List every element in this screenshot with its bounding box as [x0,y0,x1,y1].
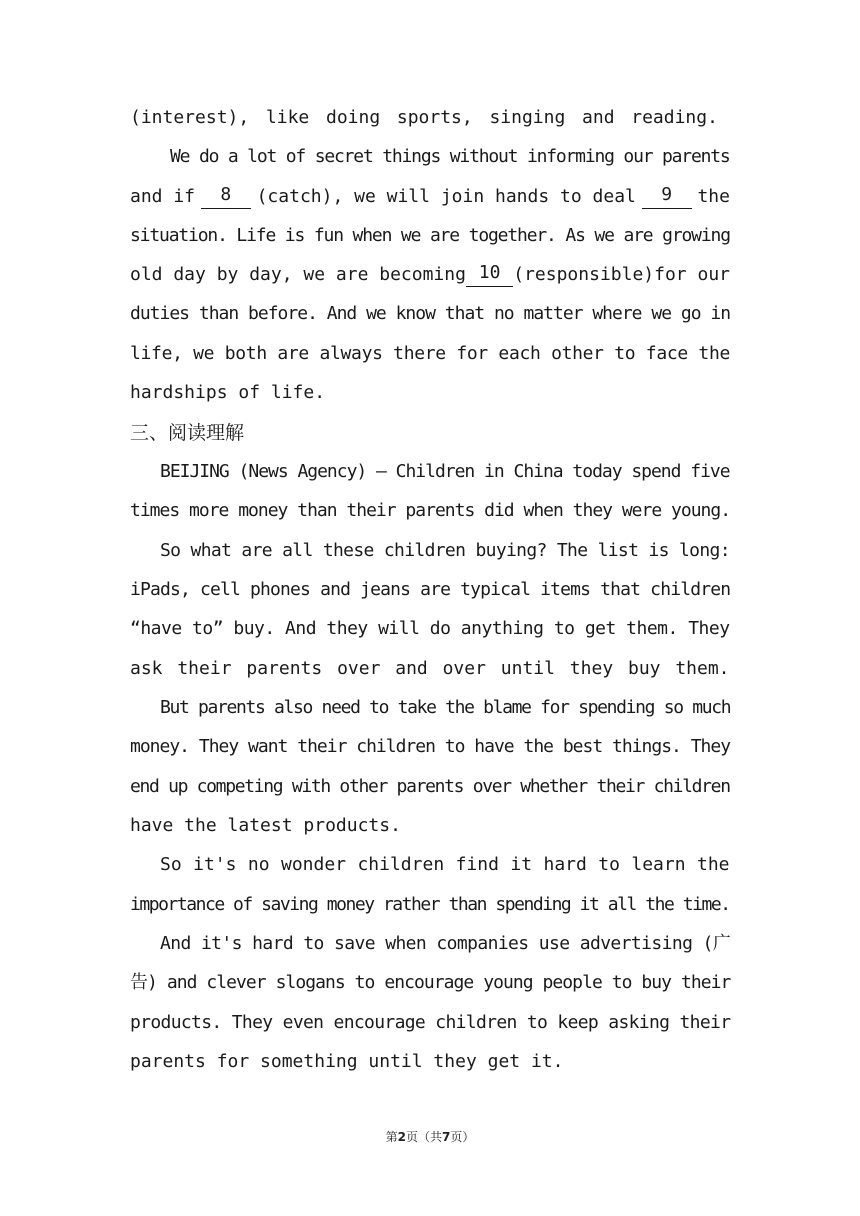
text-line [130,814,730,838]
text: ask their parents over and over until they buy them. [130,658,730,679]
text-line [130,932,730,956]
page-footer [0,1128,860,1145]
text-line [130,971,730,995]
text: (interest), like doing sports, singing and reading. [130,107,718,128]
text: iPads, cell phones and jeans are typical items that children [130,579,731,600]
text: duties than before. And we know that no matter where we go in [130,303,731,324]
footer-suffix: 页） [450,1130,475,1144]
text: (responsible)for our [513,264,730,285]
text: times more money than their parents did when they were young. [130,500,731,521]
text: 告) and clever slogans to encourage young people to buy their [130,972,731,993]
text: the [697,186,730,207]
text: and if [130,186,196,207]
text: situation. Life is fun when we are together. As we are growing [130,225,730,246]
section-heading: 三、阅读理解 [130,422,245,444]
footer-middle: 页（共 [405,1130,442,1144]
text-line [130,342,730,366]
text-line [130,460,730,484]
text: parents for something until they get it. [130,1051,564,1072]
text: So what are all these children buying? The list is long: [160,540,730,561]
text-line [130,735,730,759]
text-line [130,657,730,681]
text: hardships of life. [130,382,326,403]
text-line [130,302,730,326]
text: We do a lot of secret things without informing our parents [170,146,730,167]
text-line [130,263,730,287]
text-line [130,499,730,523]
text-line [130,1050,730,1074]
text-line [130,696,730,720]
text: products. They even encourage children to keep asking their [130,1012,731,1033]
text: end up competing with other parents over whether their children [130,776,730,797]
text: But parents also need to take the blame for spending so much [160,697,731,718]
text-line [130,539,730,563]
text-line [130,893,730,917]
text-line [130,853,730,877]
text: importance of saving money rather than spending it all the time. [130,894,730,915]
text: old day by day, we are becoming [130,264,466,285]
footer-prefix: 第 [385,1130,398,1144]
text: BEIJING (News Agency) — Children in China today spend five [160,461,730,482]
text-line [130,224,730,248]
text: have the latest products. [130,815,401,836]
blank-8: 8 [201,185,251,209]
total-pages: 7 [442,1130,451,1144]
text-line [130,145,730,169]
text-line [130,775,730,799]
blank-10: 10 [466,263,513,287]
text-line [130,617,730,641]
text-line [130,578,730,602]
text: money. They want their children to have the best things. They [130,736,731,757]
text-line [130,106,730,130]
text: “have to” buy. And they will do anything to get them. They [130,618,730,639]
text: And it's hard to save when companies use advertising (广 [160,933,731,954]
text-line [130,185,730,209]
text-line [130,1011,730,1035]
text: life, we both are always there for each other to face the [130,343,731,364]
page-number: 2 [397,1130,406,1144]
blank-9: 9 [642,185,692,209]
text: (catch), we will join hands to deal [256,186,636,207]
text-line [130,381,730,405]
text: So it's no wonder children find it hard to learn the [160,854,730,875]
